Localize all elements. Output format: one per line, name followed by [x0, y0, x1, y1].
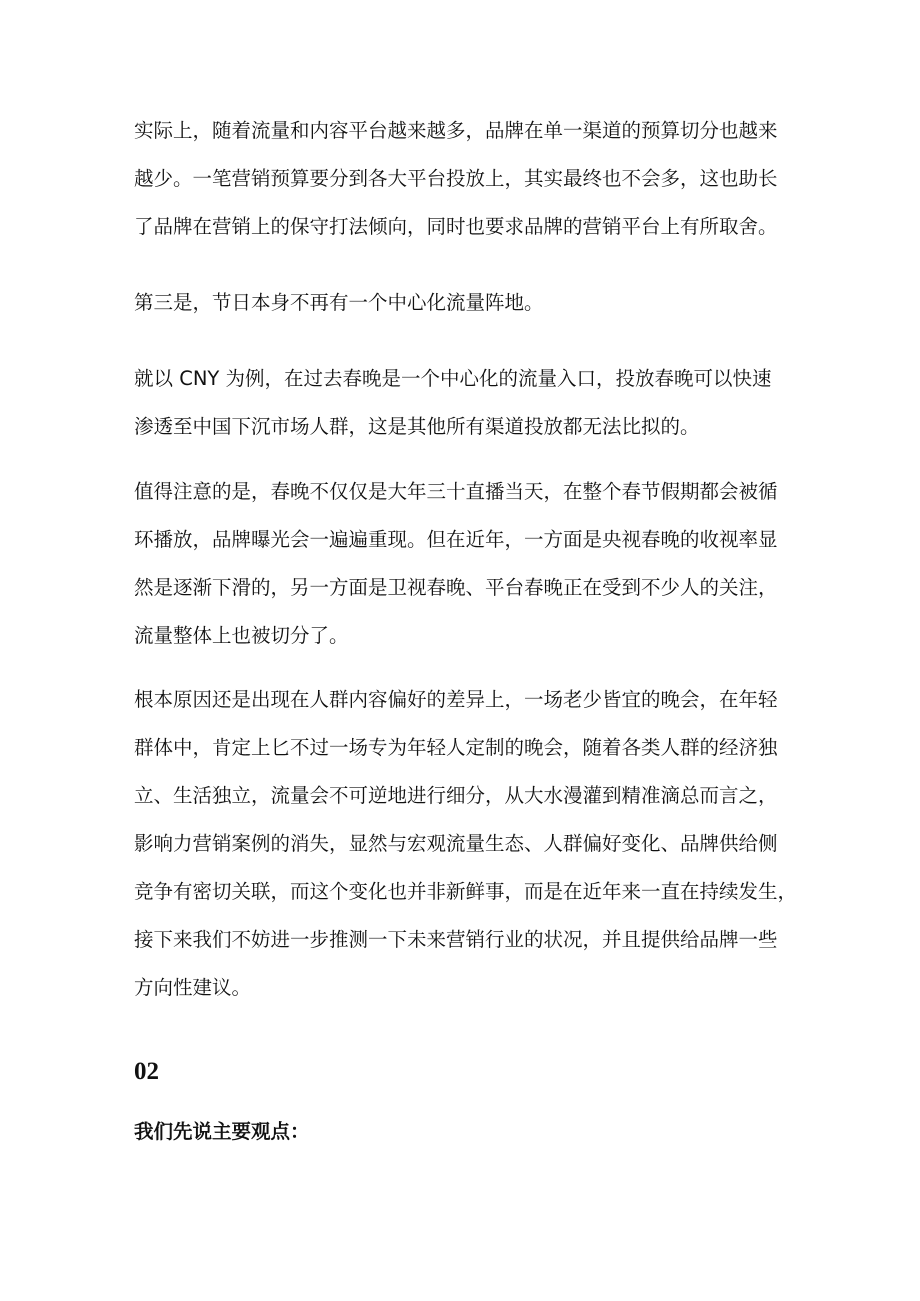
- text-line: 立、生活独立，流量会不可逆地进行细分，从大水漫灌到精准滴总而言之，: [134, 784, 778, 807]
- text-line: 值得注意的是，春晚不仅仅是大年三十直播当天，在整个春节假期都会被循: [134, 480, 778, 503]
- paragraph-gala-notes: [134, 468, 814, 660]
- paragraph-cny-example: [134, 355, 814, 451]
- text-line: 渗透至中国下沉市场人群，这是其他所有渠道投放都无法比拟的。: [134, 415, 700, 438]
- text-line: 影响力营销案例的消失，显然与宏观流量生态、人群偏好变化、品牌供给侧: [134, 832, 778, 855]
- text-line: 群体中，肯定上匕不过一场专为年轻人定制的晚会，随着各类人群的经济独: [134, 736, 778, 759]
- text-line: 第三是，节日本身不再有一个中心化流量阵地。: [134, 291, 544, 314]
- paragraph-third-point: [134, 279, 814, 327]
- section-heading: 我们先说主要观点：: [134, 1120, 310, 1143]
- text-line: 然是逐渐下滑的，另一方面是卫视春晚、平台春晚正在受到不少人的关注，: [134, 576, 778, 599]
- text-line: 流量整体上也被切分了。: [134, 624, 349, 647]
- text-line: 越少。一笔营销预算要分到各大平台投放上，其实最终也不会多，这也助长: [134, 167, 778, 190]
- paragraph-budget: [134, 107, 814, 251]
- text-line: 实际上，随着流量和内容平台越来越多，品牌在单一渠道的预算切分也越来: [134, 119, 778, 142]
- text-line: 环播放，品牌曝光会一遍遍重现。但在近年，一方面是央视春晚的收视率显: [134, 528, 778, 551]
- text-line: 方向性建议。: [134, 976, 252, 999]
- text-line: 竞争有密切关联，而这个变化也并非新鲜事，而是在近年来一直在持续发生，: [134, 880, 798, 903]
- text-line: 了品牌在营销上的保守打法倾向，同时也要求品牌的营销平台上有所取舍。: [134, 215, 778, 238]
- text-line: 就以 CNY 为例，在过去春晚是一个中心化的流量入口，投放春晚可以快速: [134, 367, 772, 390]
- text-line: 根本原因还是出现在人群内容偏好的差异上，一场老少皆宜的晚会，在年轻: [134, 688, 778, 711]
- section-number: 02: [134, 1058, 159, 1085]
- text-line: 接下来我们不妨进一步推测一下未来营销行业的状况，并且提供给品牌一些: [134, 928, 778, 951]
- paragraph-root-cause: [134, 676, 814, 1012]
